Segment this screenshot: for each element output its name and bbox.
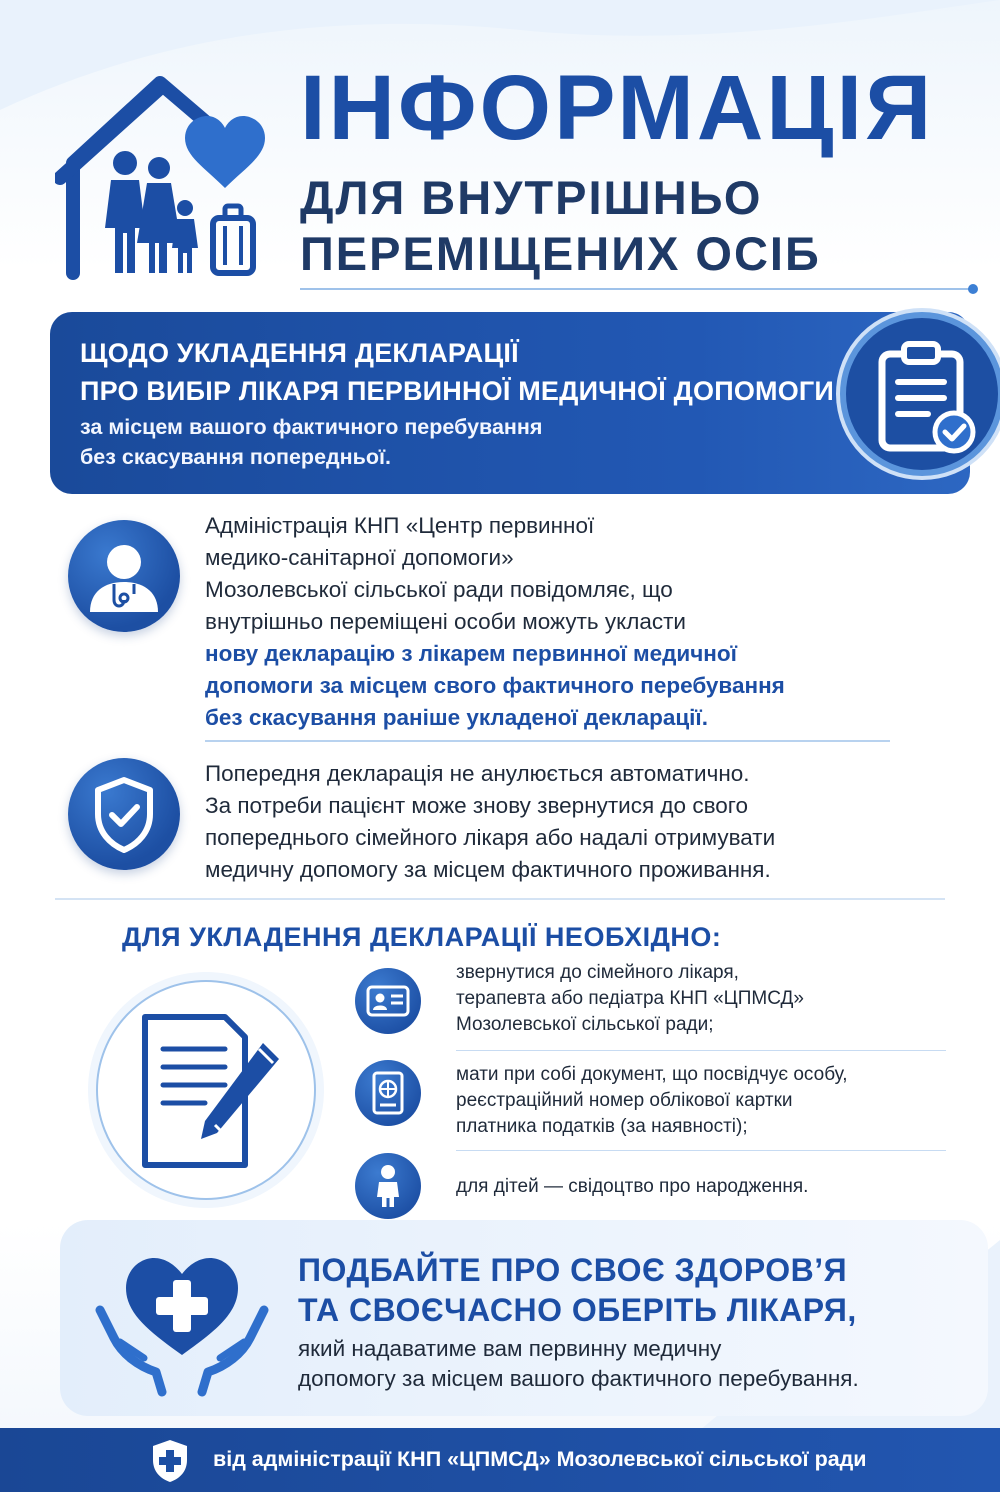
cta-text-line-1: який надаватиме вам первинну медичну	[298, 1336, 722, 1361]
cta-heading-line-2: ТА СВОЄЧАСНО ОБЕРІТЬ ЛІКАРЯ,	[298, 1292, 857, 1328]
doctor-icon	[68, 520, 180, 632]
requirement-divider	[456, 1150, 946, 1151]
cta-text-line-2: допомогу за місцем вашого фактичного перебування.	[298, 1366, 859, 1391]
info-paragraph-2	[205, 758, 775, 886]
info1-line-1: Адміністрація КНП «Центр первинної	[205, 513, 595, 538]
id-card-icon	[355, 968, 421, 1034]
requirement-text-2	[456, 1062, 848, 1140]
req3-line-1: для дітей — свідоцтво про народження.	[456, 1176, 809, 1197]
banner-line-1: ЩОДО УКЛАДЕННЯ ДЕКЛАРАЦІЇ	[80, 338, 519, 368]
req2-line-1: мати при собі документ, що посвідчує особу,	[456, 1064, 848, 1085]
shield-badge	[68, 758, 180, 870]
info2-line-4: медичну допомогу за місцем фактичного проживання.	[205, 857, 771, 882]
requirement-icon-1	[355, 968, 421, 1034]
title-underline-dot	[968, 284, 978, 294]
requirement-text-3	[456, 1174, 808, 1200]
banner-line-3: за місцем вашого фактичного перебування	[80, 415, 543, 439]
cta-heading-line-1: ПОДБАЙТЕ ПРО СВОЄ ЗДОРОВ’Я	[298, 1252, 848, 1288]
info-paragraph-1	[205, 510, 785, 734]
req1-line-1: звернутися до сімейного лікаря,	[456, 962, 739, 983]
passport-icon	[355, 1060, 421, 1126]
banner-line-4: без скасування попередньої.	[80, 445, 392, 469]
req2-line-2: реєстраційний номер облікової картки	[456, 1090, 793, 1111]
requirement-icon-3	[355, 1153, 421, 1219]
req2-line-3: платника податків (за наявності);	[456, 1116, 748, 1137]
requirement-text-1	[456, 960, 804, 1038]
info2-line-1: Попередня декларація не анулюється автоматично.	[205, 761, 750, 786]
info-divider	[205, 740, 890, 742]
clipboard-check-icon	[870, 340, 980, 455]
subtitle-line-2: ПЕРЕМІЩЕНИХ ОСІБ	[300, 227, 821, 280]
info1-line-4: внутрішньо переміщені особи можуть укласти	[205, 609, 686, 634]
req1-line-2: терапевта або педіатра КНП «ЦПМСД»	[456, 988, 804, 1009]
info2-line-3: попереднього сімейного лікаря або надалі отримувати	[205, 825, 776, 850]
page-subtitle	[300, 170, 821, 282]
declaration-banner	[50, 312, 970, 494]
info1-highlight-2: допомоги за місцем свого фактичного перебування	[205, 673, 785, 698]
family-house-icon	[55, 68, 265, 283]
doctor-badge	[68, 520, 180, 632]
child-icon	[355, 1153, 421, 1219]
title-underline	[300, 288, 972, 290]
document-pen-icon	[125, 1005, 290, 1175]
info1-line-2: медико-санітарної допомоги»	[205, 545, 514, 570]
page-title: ІНФОРМАЦІЯ	[300, 57, 935, 159]
heart-hands-icon	[92, 1240, 272, 1400]
footer-text: від адміністрації КНП «ЦПМСД» Мозолевської сільської ради	[213, 1447, 867, 1471]
info1-line-3: Мозолевської сільської ради повідомляє, що	[205, 577, 673, 602]
info2-line-2: За потреби пацієнт може знову звернутися до свого	[205, 793, 749, 818]
banner-line-2: ПРО ВИБІР ЛІКАРЯ ПЕРВИННОЇ МЕДИЧНОЇ ДОПОМОГИ	[80, 376, 835, 406]
req1-line-3: Мозолевської сільської ради;	[456, 1014, 714, 1035]
shield-check-icon	[68, 758, 180, 870]
section-divider	[55, 898, 945, 900]
medical-shield-icon	[150, 1438, 190, 1484]
requirement-divider	[456, 1050, 946, 1051]
info1-highlight-1: нову декларацію з лікарем первинної медичної	[205, 641, 737, 666]
requirement-icon-2	[355, 1060, 421, 1126]
subtitle-line-1: ДЛЯ ВНУТРІШНЬО	[300, 171, 763, 224]
requirements-title: ДЛЯ УКЛАДЕННЯ ДЕКЛАРАЦІЇ НЕОБХІДНО:	[122, 922, 722, 952]
info1-highlight-3: без скасування раніше укладеної декларації.	[205, 705, 709, 730]
